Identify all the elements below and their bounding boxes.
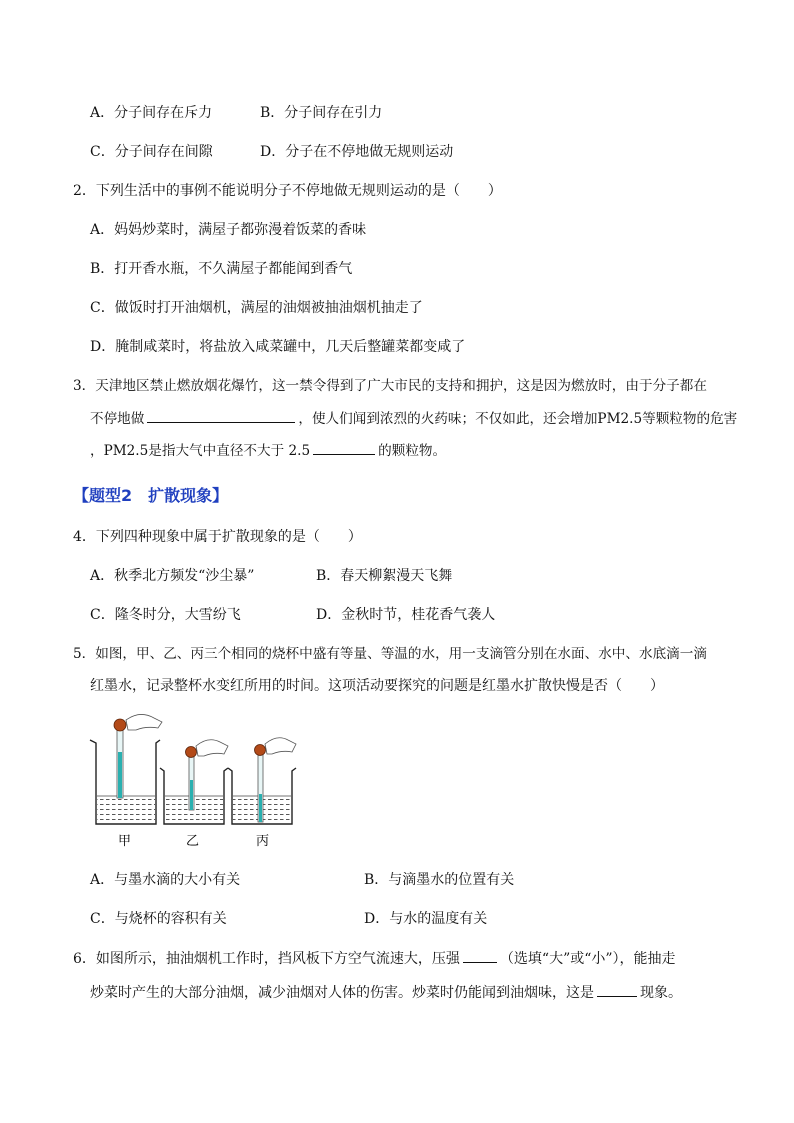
q1-option-d: D．分子在不停地做无规则运动 xyxy=(260,144,454,160)
q3-line2-start: 不停地做 xyxy=(90,411,145,427)
q5-option-a: A．与墨水滴的大小有关 xyxy=(90,872,241,888)
q3-line3-end: 的颗粒物。 xyxy=(378,443,447,459)
q6-blank-1[interactable] xyxy=(463,948,497,963)
q5-option-b: B．与滴墨水的位置有关 xyxy=(364,872,515,888)
q3-line2-end: ，使人们闻到浓烈的火药味；不仅如此，还会增加PM2.5等颗粒物的危害 xyxy=(298,411,738,427)
q5-option-c: C．与烧杯的容积有关 xyxy=(90,911,227,927)
q3-blank-1[interactable] xyxy=(147,408,295,423)
q2-stem: 2．下列生活中的事例不能说明分子不停地做无规则运动的是（ ） xyxy=(73,183,502,199)
beakers-figure xyxy=(88,712,298,852)
label-bing: 丙 xyxy=(256,834,270,849)
q6-line2-start: 炒菜时产生的大部分油烟，减少油烟对人体的伤害。炒菜时仍能闻到油烟味，这是 xyxy=(90,985,594,1001)
q6-line1-end: （选填“大”或“小”），能抽走 xyxy=(499,951,676,967)
dropper-jia xyxy=(114,714,162,798)
q3-line3-start: ，PM2.5是指大气中直径不大于 2.5 xyxy=(90,443,311,459)
q6-line1 xyxy=(73,948,676,969)
q4-option-d: D．金秋时节，桂花香气袭人 xyxy=(316,607,496,623)
q1-option-a: A．分子间存在斥力 xyxy=(90,105,213,121)
q4-option-a: A．秋季北方频发“沙尘暴” xyxy=(90,568,255,584)
beaker-jia xyxy=(90,740,160,824)
q4-option-c: C．隆冬时分，大雪纷飞 xyxy=(90,607,241,623)
q5-line1: 5．如图，甲、乙、丙三个相同的烧杯中盛有等量、等温的水，用一支滴管分别在水面、水中、水底滴一滴 xyxy=(73,646,707,662)
q1-option-c: C．分子间存在间隙 xyxy=(90,144,213,160)
label-jia: 甲 xyxy=(118,834,132,849)
section-heading: 【题型2 扩散现象】 xyxy=(73,486,229,505)
q2-option-a: A．妈妈炒菜时，满屋子都弥漫着饭菜的香味 xyxy=(90,222,367,238)
q5-option-d: D．与水的温度有关 xyxy=(364,911,488,927)
q3-line3 xyxy=(90,440,446,461)
label-yi: 乙 xyxy=(186,834,200,849)
q4-option-b: B．春天柳絮漫天飞舞 xyxy=(316,568,453,584)
q2-option-d: D．腌制咸菜时，将盐放入咸菜罐中，几天后整罐菜都变咸了 xyxy=(90,339,466,355)
q5-line2: 红墨水，记录整杯水变红所用的时间。这项活动要探究的问题是红墨水扩散快慢是否（ ） xyxy=(90,678,664,694)
q6-line2-end: 现象。 xyxy=(640,985,682,1001)
q3-blank-2[interactable] xyxy=(313,440,375,455)
q2-option-b: B．打开香水瓶，不久满屋子都能闻到香气 xyxy=(90,261,353,277)
q3-line2 xyxy=(90,408,737,429)
q1-option-b: B．分子间存在引力 xyxy=(260,105,383,121)
q6-line1-start: 6．如图所示，抽油烟机工作时，挡风板下方空气流速大，压强 xyxy=(73,951,460,967)
q6-blank-2[interactable] xyxy=(597,982,637,997)
q3-line1: 3．天津地区禁止燃放烟花爆竹，这一禁令得到了广大市民的支持和拥护，这是因为燃放时，由于分子都在 xyxy=(73,378,707,394)
q4-stem: 4．下列四种现象中属于扩散现象的是（ ） xyxy=(73,529,362,545)
q2-option-c: C．做饭时打开油烟机，满屋的油烟被抽油烟机抽走了 xyxy=(90,300,423,316)
q6-line2 xyxy=(90,982,682,1003)
